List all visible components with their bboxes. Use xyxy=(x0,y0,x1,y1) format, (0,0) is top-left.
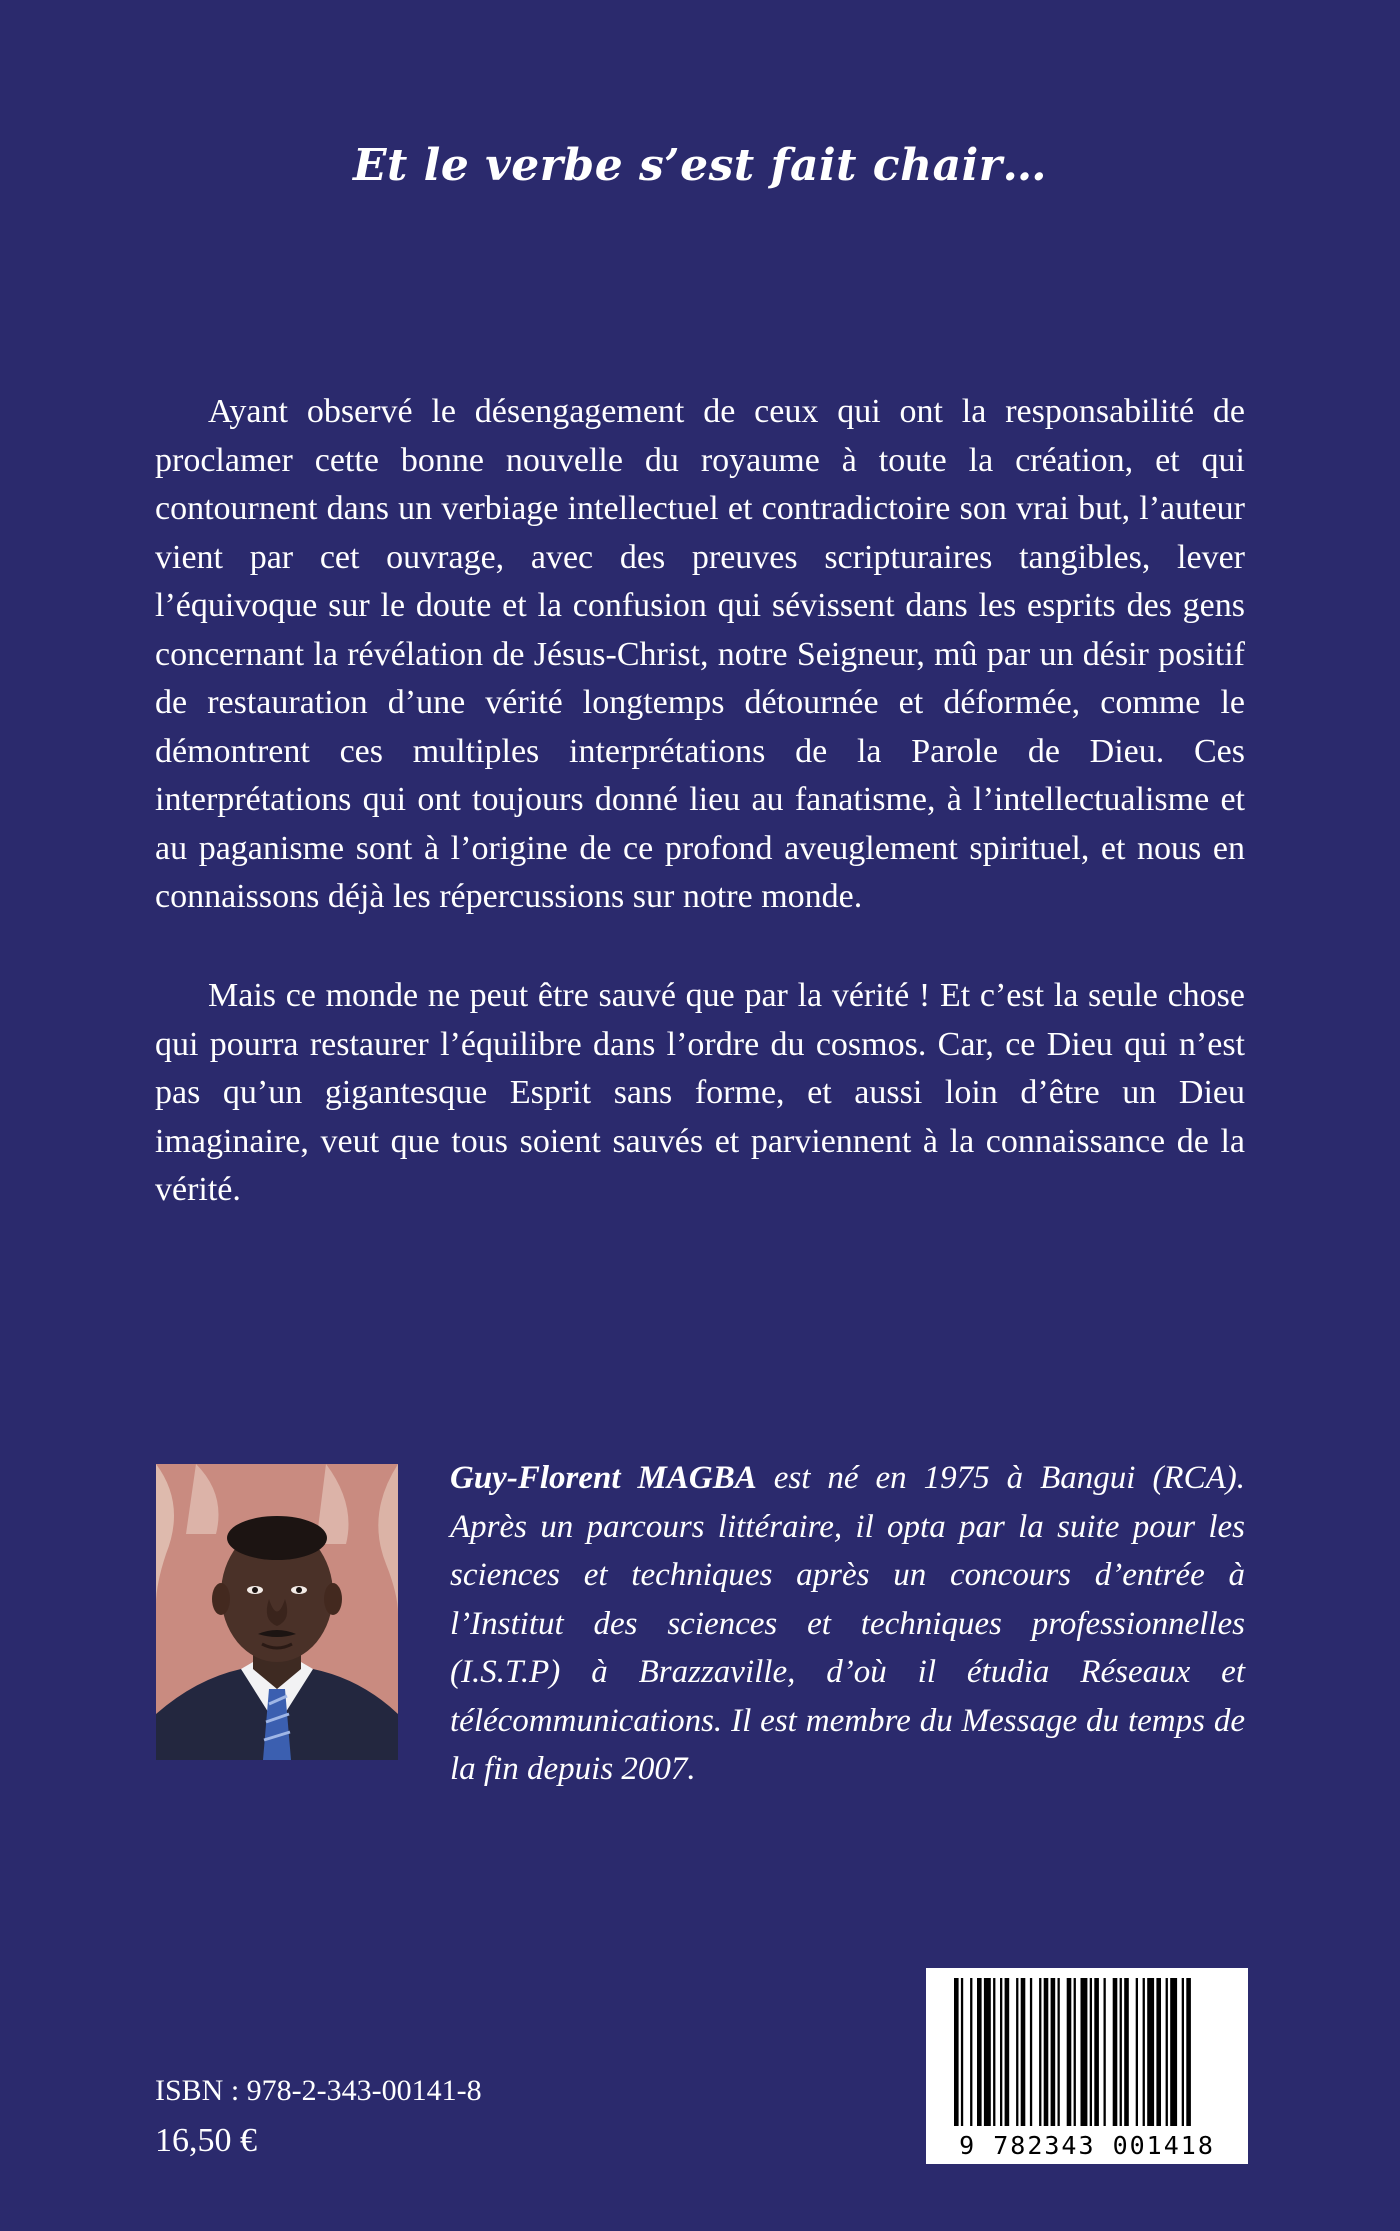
summary-text-1: Ayant observé le désengagement de ceux qui ont la responsabilité de proclamer cette bonne nouvelle du royaume à toute la création, et qui contournent dans un verbiage intellectuel et contradictoire son vrai but, l’auteur vient par cet ouvrage, avec des preuves scripturaires tangibles, lever l’équivoque sur le doute et la confusion qui sévissent dans les esprits des gens concernant la révélation de Jésus-Christ, notre Seigneur, mû par un désir positif de restauration d’une vérité longtemps détournée et déformée, comme le démontrent ces multiples interprétations de la Parole de Dieu. Ces interprétations qui ont toujours donné lieu au fanatisme, à l’intellectualisme et au paganisme sont à l’origine de ce profond aveuglement spirituel, et nous en connaissons déjà les répercussions sur notre monde. xyxy=(155,393,1245,915)
barcode xyxy=(926,1968,1248,2164)
author-bio-text: est né en 1975 à Bangui (RCA). Après un parcours littéraire, il opta par la suite pour les sciences et techniques après un concours d’entrée à l’Institut des sciences et techniques professionnelles (I.S.T.P) à Brazzaville, d’où il étudia Réseaux et télécommunications. Il est membre du Message du temps de la fin depuis 2007. xyxy=(450,1460,1245,1787)
price: 16,50 € xyxy=(155,2122,257,2159)
summary-text-2: Mais ce monde ne peut être sauvé que par la vérité ! Et c’est la seule chose qui pourra restaurer l’équilibre dans l’ordre du cosmos. Car, ce Dieu qui n’est pas qu’un gigantesque Esprit sans forme, et aussi loin d’être un Dieu imaginaire, veut que tous soient sauvés et parviennent à la connaissance de la vérité. xyxy=(155,977,1245,1208)
barcode-digits: 9 782343 001418 xyxy=(959,2131,1215,2160)
summary-paragraph-2 xyxy=(155,972,1245,1215)
isbn: ISBN : 978-2-343-00141-8 xyxy=(155,2074,482,2107)
summary-paragraph-1 xyxy=(155,388,1245,922)
author-bio xyxy=(450,1454,1245,1794)
book-title: Et le verbe s’est fait chair… xyxy=(352,140,1047,191)
author-photo xyxy=(156,1464,398,1760)
author-name: Guy-Florent MAGBA xyxy=(450,1460,757,1496)
